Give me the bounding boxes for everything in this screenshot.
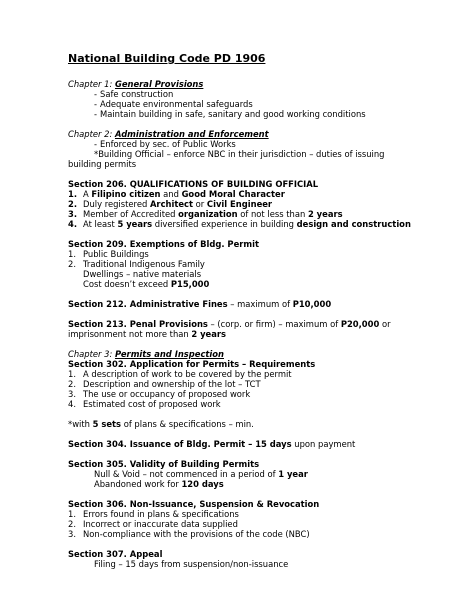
chapter-3-prefix: Chapter 3: — [68, 349, 115, 359]
section-302-heading: Section 302. Application for Permits – Requirements — [68, 359, 316, 369]
chapter-1-prefix: Chapter 1: — [68, 79, 115, 89]
chapter-1-list — [68, 89, 462, 119]
list-item: - Maintain building in safe, sanitary and good working conditions — [68, 109, 462, 119]
chapter-3-title: Permits and Inspection — [114, 349, 225, 359]
chapter-2-prefix: Chapter 2: — [68, 129, 115, 139]
chapter-2-heading — [68, 129, 462, 139]
section-307-line: Filing – 15 days from suspension/non-issuance — [94, 559, 289, 569]
section-206-heading: Section 206. QUALIFICATIONS OF BUILDING OFFICIAL — [68, 179, 319, 189]
document-page — [68, 52, 462, 569]
chapter-3-heading — [68, 349, 462, 359]
section-209-list — [68, 249, 462, 269]
chapter-2-title: Administration and Enforcement — [114, 129, 269, 139]
list-item: 2. Duly registered Architect or Civil Engineer — [68, 199, 273, 209]
section-209-heading: Section 209. Exemptions of Bldg. Permit — [68, 239, 259, 249]
section-306-list — [68, 509, 462, 539]
section-209-sub-1: Dwellings – native materials — [83, 269, 202, 279]
chapter-1-title: General Provisions — [114, 79, 204, 89]
list-item: 3. The use or occupancy of proposed work — [68, 389, 251, 399]
document-title: National Building Code PD 1906 — [68, 52, 266, 65]
section-304-heading: Section 304. Issuance of Bldg. Permit – 15 days — [68, 439, 292, 449]
chapter-2-note: *Building Official – enforce NBC in their jurisdiction – duties of issuing — [94, 149, 385, 159]
section-305-line-1: Null & Void – not commenced in a period of 1 year — [94, 469, 308, 479]
list-item: 2. Description and ownership of the lot – TCT — [68, 379, 261, 389]
chapter-2-note-continued: building permits — [68, 159, 137, 169]
chapter-1-heading — [68, 79, 462, 89]
section-305-line-2: Abandoned work for 120 days — [94, 479, 224, 489]
section-213-line: Section 213. Penal Provisions – (corp. or firm) – maximum of P20,000 or — [68, 319, 391, 329]
section-209-sub-2: Cost doesn’t exceed P15,000 — [83, 279, 210, 289]
list-item: - Adequate environmental safeguards — [68, 99, 462, 109]
chapter-2-list — [68, 139, 462, 149]
list-item: - Enforced by sec. of Public Works — [68, 139, 462, 149]
list-item: 4. At least 5 years diversified experience in building design and construction — [68, 219, 411, 229]
list-item: 2. Incorrect or inaccurate data supplied — [68, 519, 238, 529]
list-item: 1. Errors found in plans & specifications — [68, 509, 239, 519]
section-302-list — [68, 369, 462, 409]
section-213-line-2: imprisonment not more than 2 years — [68, 329, 227, 339]
list-item: 2. Traditional Indigenous Family — [68, 259, 205, 269]
section-305-heading: Section 305. Validity of Building Permits — [68, 459, 260, 469]
list-item: 1. Public Buildings — [68, 249, 149, 259]
list-item: 1. A description of work to be covered by the permit — [68, 369, 292, 379]
section-213-heading: Section 213. Penal Provisions — [68, 319, 208, 329]
list-item: 1. A Filipino citizen and Good Moral Character — [68, 189, 285, 199]
section-206-list — [68, 189, 462, 229]
section-306-heading: Section 306. Non-Issuance, Suspension & Revocation — [68, 499, 320, 509]
section-212-heading: Section 212. Administrative Fines — [68, 299, 228, 309]
list-item: 3. Member of Accredited organization of not less than 2 years — [68, 209, 343, 219]
list-item: - Safe construction — [68, 89, 462, 99]
list-item: 4. Estimated cost of proposed work — [68, 399, 221, 409]
list-item: 3. Non-compliance with the provisions of the code (NBC) — [68, 529, 310, 539]
section-304-line: Section 304. Issuance of Bldg. Permit – 15 days upon payment — [68, 439, 356, 449]
section-212-line: Section 212. Administrative Fines – maximum of P10,000 — [68, 299, 332, 309]
section-302-note: *with 5 sets of plans & specifications – min. — [68, 419, 254, 429]
section-307-heading: Section 307. Appeal — [68, 549, 163, 559]
